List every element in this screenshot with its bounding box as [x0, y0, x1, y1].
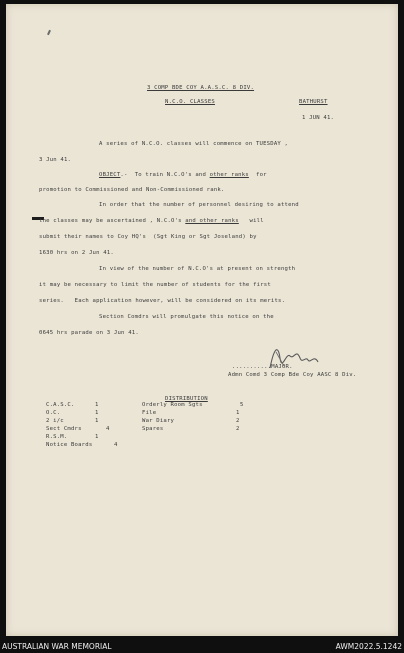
body-line: In view of the number of N.C.O's at present on strength	[99, 266, 296, 272]
body-line: Section Comdrs will promulgate this notice on the	[99, 314, 274, 320]
other-ranks-underlined: and other ranks	[185, 218, 239, 224]
catalogue-number: AWM2022.5.1242	[335, 642, 402, 651]
list-item-qty: 1	[95, 434, 99, 440]
signature-rank: ...........MAJOR.	[232, 364, 293, 370]
other-ranks: other ranks	[209, 172, 249, 178]
document-page	[6, 4, 398, 636]
object-text: To train N.C.O's and	[127, 172, 210, 178]
list-item-qty: 5	[240, 402, 244, 408]
list-item-qty: 1	[95, 410, 99, 416]
list-item-qty: 4	[114, 442, 118, 448]
body-text: will	[238, 218, 264, 224]
list-item-qty: 1	[236, 410, 240, 416]
list-item-name: Notice Boards	[46, 442, 93, 448]
body-line: promotion to Commissioned and Non-Commissioned rank.	[39, 187, 225, 193]
archive-footer	[2, 639, 402, 651]
list-item-qty: 1	[95, 418, 99, 424]
list-item-name: Orderly Room Sgts	[142, 402, 203, 408]
object-dot: .-	[120, 172, 128, 178]
body-line: A series of N.C.O. classes will commence on TUESDAY ,	[99, 141, 289, 147]
list-item-qty: 1	[95, 402, 99, 408]
object-line	[99, 172, 267, 179]
list-item-name: 2 i/c	[46, 418, 64, 424]
list-item-name: File	[142, 410, 157, 416]
list-item-name: C.A.S.C.	[46, 402, 75, 408]
list-item-name: Sect Cmdrs	[46, 426, 82, 432]
body-line: 1630 hrs on 2 Jun 41.	[39, 250, 114, 256]
body-line: 3 Jun 41.	[39, 157, 72, 163]
body-line: In order that the number of personnel desiring to attend	[99, 202, 299, 208]
body-line: submit their names to Coy HQ's (Sgt King or Sgt Joseland) by	[39, 234, 257, 240]
object-label: OBJECT	[99, 172, 121, 178]
archive-name: AUSTRALIAN WAR MEMORIAL	[2, 642, 112, 651]
body-line: series. Each application however, will be considered on its merits.	[39, 298, 286, 304]
body-line	[39, 218, 264, 225]
list-item-name: O.C.	[46, 410, 61, 416]
object-text-end: for	[248, 172, 267, 178]
location: BATHURST	[299, 99, 328, 105]
list-item-qty: 2	[236, 418, 240, 424]
list-item-name: Spares	[142, 426, 164, 432]
unit-heading: 3 COMP BDE COY A.A.S.C. 8 DIV.	[147, 85, 255, 91]
list-item-qty: 4	[106, 426, 110, 432]
body-line: 0645 hrs parade on 3 Jun 41.	[39, 330, 139, 336]
list-item-name: War Diary	[142, 418, 175, 424]
list-item-name: R.S.M.	[46, 434, 68, 440]
document-date: 1 JUN 41.	[302, 115, 335, 121]
list-item-qty: 2	[236, 426, 240, 432]
pencil-mark	[47, 30, 51, 35]
distribution-heading: DISTRIBUTION	[165, 396, 208, 402]
page-title: N.C.O. CLASSES	[165, 99, 215, 105]
body-text: the classes may be ascertained , N.C.O's	[39, 218, 186, 224]
body-line: it may be necessary to limit the number of students for the first	[39, 282, 271, 288]
signature-title: Admn Comd 3 Comp Bde Coy AASC 8 Div.	[228, 372, 357, 378]
